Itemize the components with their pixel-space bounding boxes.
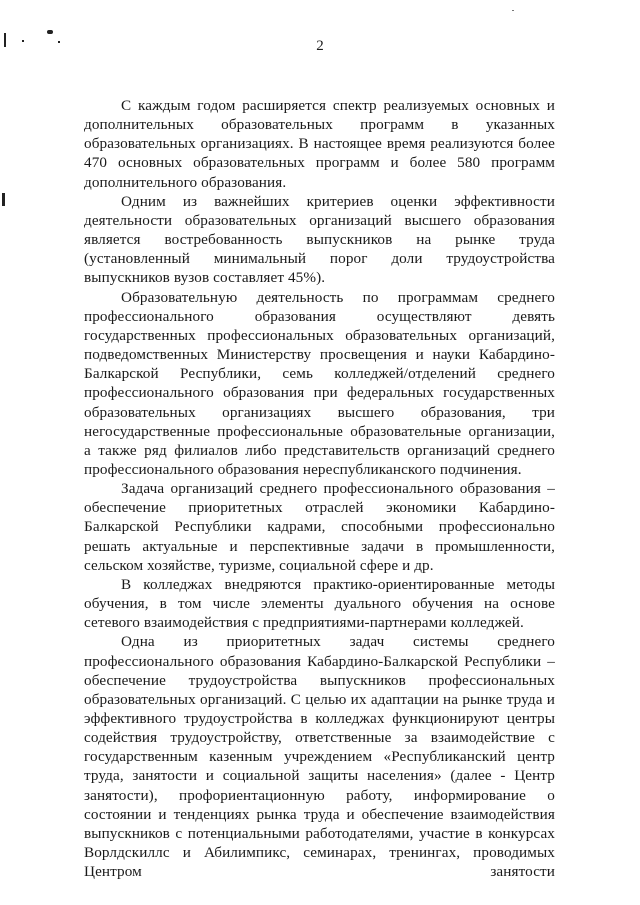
paragraph: Одним из важнейших критериев оценки эффективности деятельности образовательных организаций высшего образования является востребованность выпускников на рынке труда (установленный минимальный порог доли трудоустройства выпускников вузов составляет 45%). — [84, 192, 555, 287]
paragraph: Одна из приоритетных задач системы среднего профессионального образования Кабардино-Балкарской Республики – обеспечение трудоустройства выпускников профессиональных образовательных организаций. С целью их адаптации на рынке труда и эффективного трудоустройства в колледжах функционируют центры содействия трудоустройству, ответственные за взаимодействие с государственным казенным учреждением «Республиканский центр труда, занятости и социальной защиты населения» (далее - Центр занятости), профориентационную работу, информирование о состоянии и тенденциях рынка труда и обеспечение взаимодействия выпускников с потенциальными работодателями, участие в конкурсах Ворлдскиллс и Абилимпикс, семинарах, тренингах, проводимых Центром занятости — [84, 633, 555, 881]
scan-artifact — [512, 10, 514, 11]
scan-artifact — [47, 30, 53, 34]
scan-artifact — [2, 193, 5, 206]
paragraph: С каждым годом расширяется спектр реализуемых основных и дополнительных образовательных программ в указанных образовательных организациях. В настоящее время реализуются более 470 основных образовательных программ и более 580 программ дополнительного образования. — [84, 97, 555, 191]
paragraph: В колледжах внедряются практико-ориентированные методы обучения, в том числе элементы дуального обучения на основе сетевого взаимодействия с предприятиями-партнерами колледжей. — [84, 575, 555, 632]
body-text — [84, 96, 555, 881]
paragraph: Задача организаций среднего профессионального образования – обеспечение приоритетных отраслей экономики Кабардино-Балкарской Республики кадрами, способными профессионально решать актуальные и перспективные задачи в промышленности, сельском хозяйстве, туризме, социальной сфере и др. — [84, 480, 555, 574]
page-number: 2 — [316, 38, 324, 54]
paragraph: Образовательную деятельность по программам среднего профессионального образования осуществляют девять государственных профессиональных образовательных организаций, подведомственных Министерству просвещения и науки Кабардино-Балкарской Республики, семь колледжей/отделений среднего профессионального образования при федеральных государственных образовательных организациях высшего образования, три негосударственные профессиональные образовательные организации, а также ряд филиалов либо представительств организаций среднего профессионального образования нереспубликанского подчинения. — [84, 288, 555, 478]
